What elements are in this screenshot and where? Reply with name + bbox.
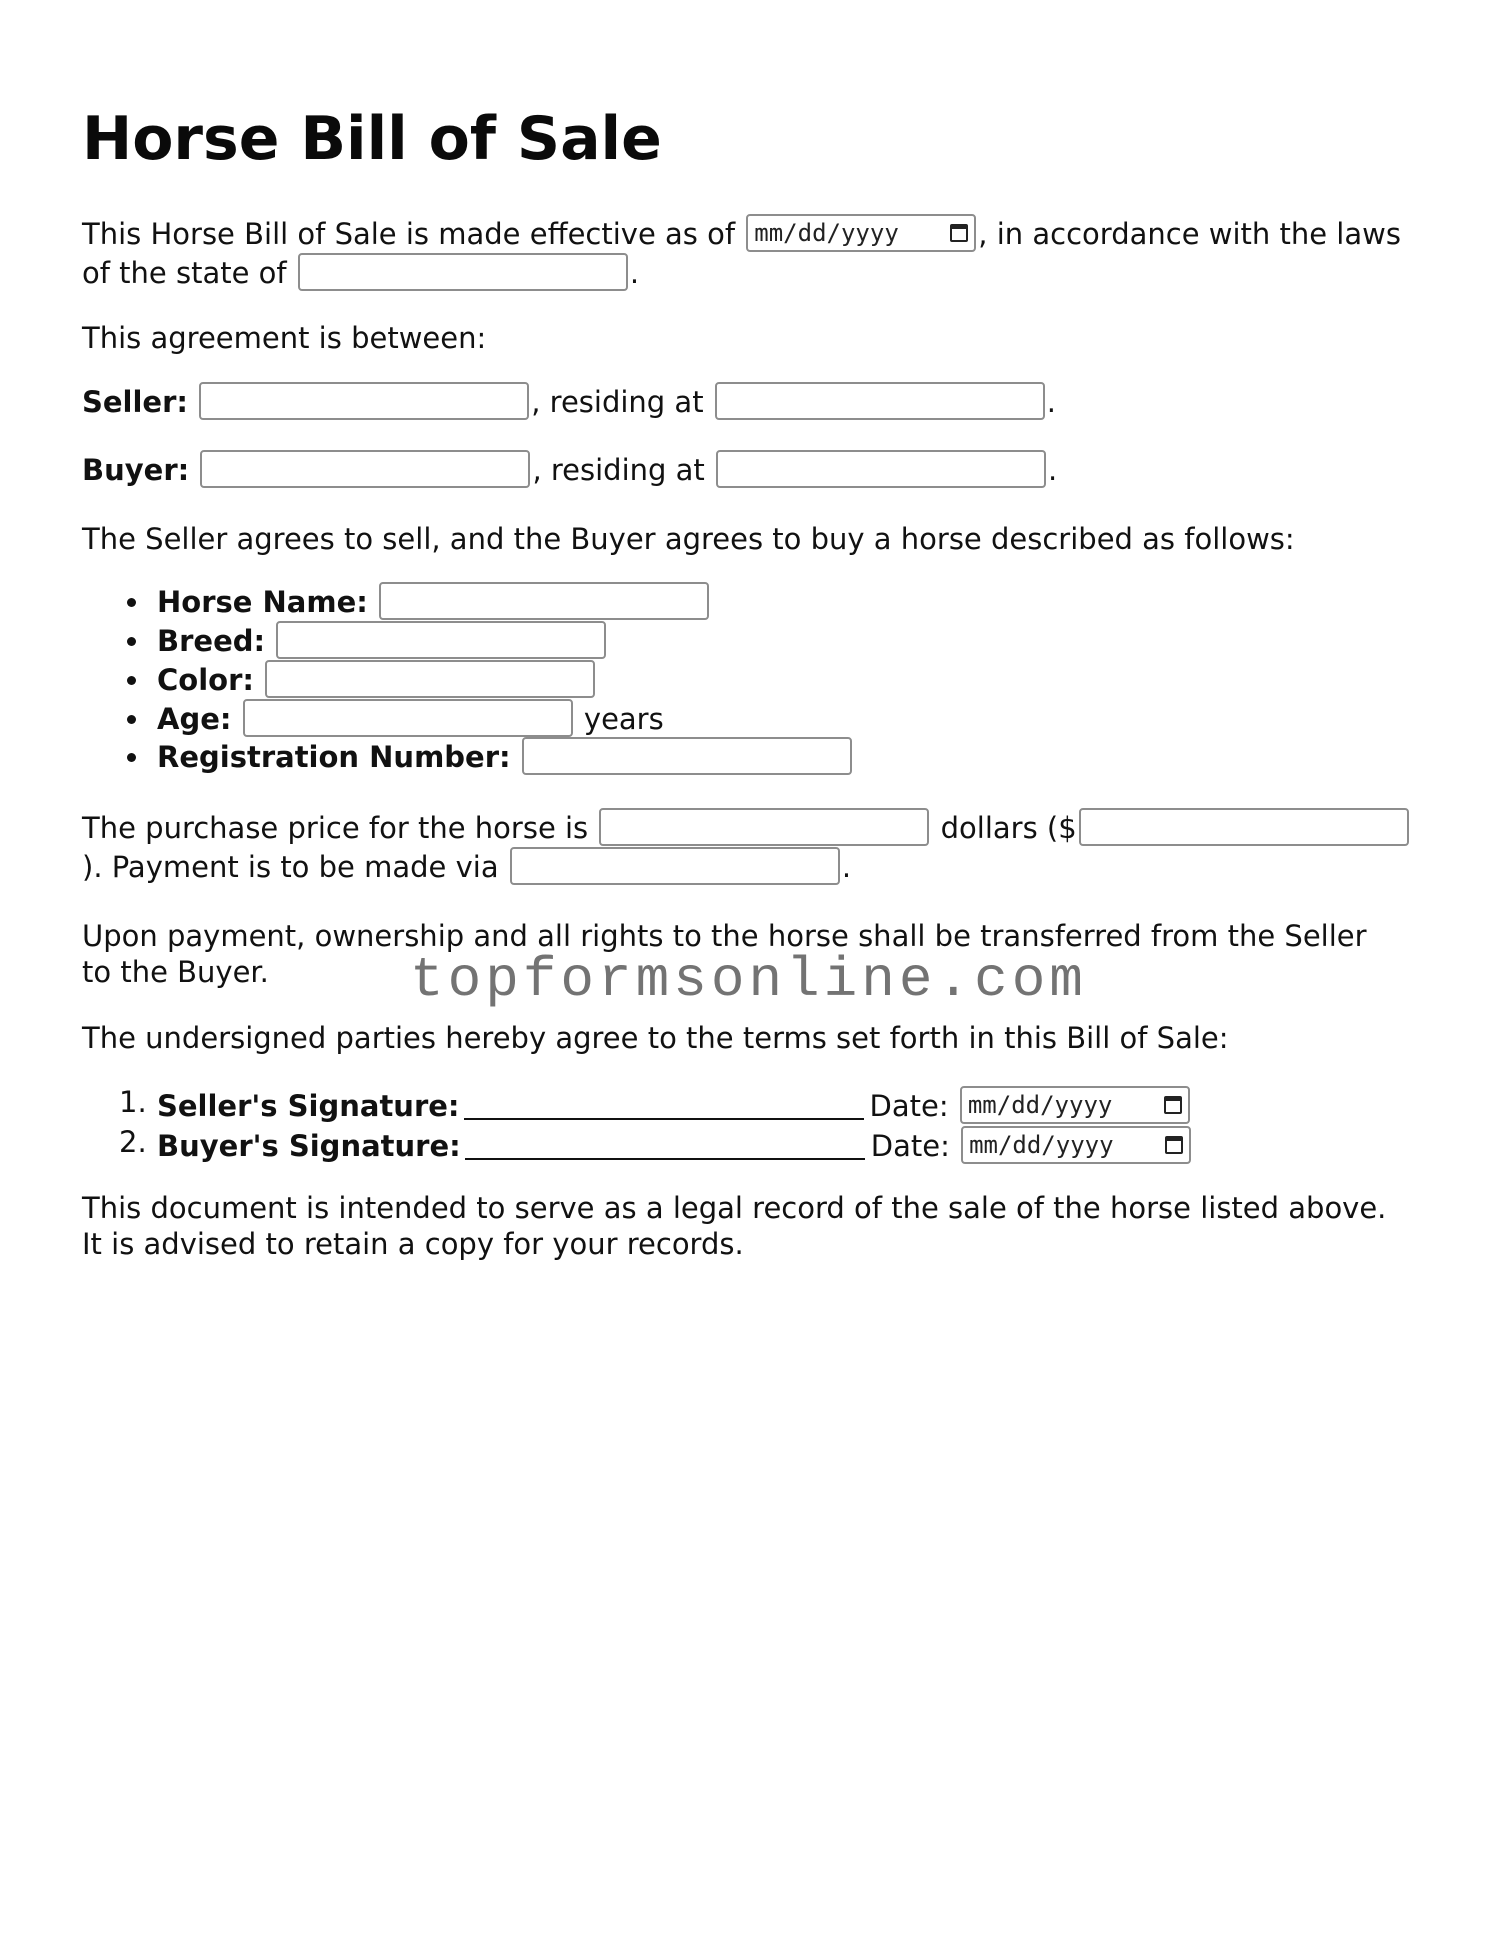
list-item-breed (157, 623, 608, 662)
closing-line-2: It is advised to retain a copy for your records. (82, 1227, 744, 1261)
calendar-icon[interactable] (1165, 1136, 1183, 1154)
signature-row-seller (119, 1084, 1192, 1127)
signature-row-buyer (119, 1124, 1193, 1167)
calendar-icon[interactable] (950, 224, 968, 242)
seller-signature-label: Seller's Signature: (157, 1089, 460, 1123)
seller-label: Seller: (82, 385, 189, 419)
page-title: Horse Bill of Sale (82, 104, 662, 174)
buyer-line (82, 452, 1422, 491)
registration-input[interactable] (522, 737, 852, 775)
agree-text: The undersigned parties hereby agree to the terms set forth in this Bill of Sale: (82, 1021, 1229, 1055)
price-text-1: The purchase price for the horse is (82, 811, 589, 845)
seller-residing-text: , residing at (531, 385, 704, 419)
seller-date-input[interactable] (960, 1086, 1190, 1124)
seller-name-input[interactable] (199, 382, 529, 420)
effective-date-placeholder: mm/dd/yyyy (754, 219, 899, 247)
price-paragraph (82, 810, 1422, 888)
buyer-name-input[interactable] (200, 450, 530, 488)
bullet (127, 715, 136, 724)
list-item-age (157, 701, 664, 740)
horse-name-label: Horse Name: (157, 585, 368, 619)
between-text: This agreement is between: (82, 321, 487, 355)
breed-input[interactable] (276, 621, 606, 659)
age-label: Age: (157, 702, 232, 736)
price-end: . (841, 850, 852, 884)
seller-address-input[interactable] (715, 382, 1045, 420)
color-input[interactable] (265, 660, 595, 698)
buyer-label: Buyer: (82, 453, 190, 487)
describe-text: The Seller agrees to sell, and the Buyer agrees to buy a horse described as follows: (82, 522, 1295, 556)
buyer-date-label: Date: (870, 1129, 950, 1163)
color-label: Color: (157, 663, 254, 697)
intro-text-1: This Horse Bill of Sale is made effective as of (82, 217, 736, 251)
watermark: topformsonline.com (410, 948, 1087, 1012)
intro-text-3: of the state of (82, 256, 287, 290)
closing-paragraph (82, 1190, 1422, 1262)
calendar-icon[interactable] (1164, 1096, 1182, 1114)
list-item-color (157, 662, 597, 701)
effective-date-input[interactable] (746, 214, 976, 252)
bullet (127, 753, 136, 762)
horse-name-input[interactable] (379, 582, 709, 620)
price-words-input[interactable] (599, 808, 929, 846)
state-input[interactable] (298, 253, 628, 291)
breed-label: Breed: (157, 624, 266, 658)
age-suffix: years (583, 702, 664, 736)
closing-line-1: This document is intended to serve as a legal record of the sale of the horse listed above. (82, 1191, 1387, 1225)
buyer-date-input[interactable] (961, 1126, 1191, 1164)
buyer-date-placeholder: mm/dd/yyyy (969, 1131, 1114, 1159)
registration-label: Registration Number: (157, 740, 511, 774)
list-number: 1. (119, 1085, 147, 1119)
bullet (127, 598, 136, 607)
buyer-end: . (1048, 453, 1058, 487)
seller-line (82, 384, 1422, 423)
intro-end: . (629, 256, 640, 290)
transfer-line-1: Upon payment, ownership and all rights to the horse shall be transferred from the Seller (82, 919, 1367, 953)
seller-end: . (1046, 385, 1057, 419)
bullet (127, 676, 136, 685)
list-item-registration (157, 739, 854, 778)
buyer-residing-text: , residing at (532, 453, 705, 487)
buyer-signature-label: Buyer's Signature: (157, 1129, 461, 1163)
intro-paragraph (82, 216, 1422, 294)
transfer-line-2: to the Buyer. (82, 955, 269, 989)
buyer-address-input[interactable] (716, 450, 1046, 488)
payment-method-input[interactable] (510, 847, 840, 885)
list-item-horse-name (157, 584, 711, 623)
bullet (127, 637, 136, 646)
intro-text-2: , in accordance with the laws (978, 217, 1401, 251)
seller-date-placeholder: mm/dd/yyyy (967, 1091, 1113, 1119)
age-input[interactable] (243, 699, 573, 737)
price-text-3: ). Payment is to be made via (82, 850, 499, 884)
seller-signature-line[interactable] (464, 1088, 864, 1120)
seller-date-label: Date: (869, 1089, 949, 1123)
list-number: 2. (119, 1125, 147, 1159)
buyer-signature-line[interactable] (465, 1128, 865, 1160)
price-amount-input[interactable] (1079, 808, 1409, 846)
price-text-2: dollars ($ (940, 811, 1077, 845)
